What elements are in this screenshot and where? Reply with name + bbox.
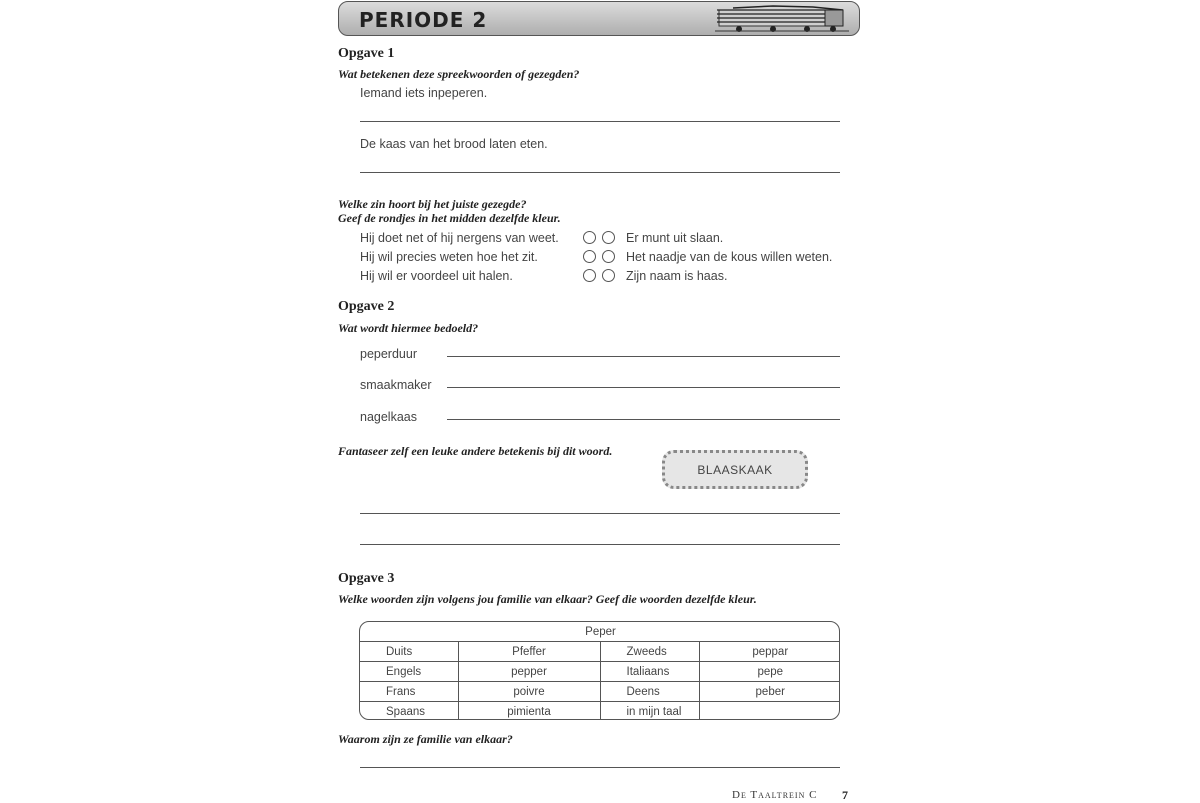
table-cell: Duits [360,642,458,662]
saying-2: De kaas van het brood laten eten. [360,137,548,151]
match-left-1: Hij doet net of hij nergens van weet. [360,231,559,245]
opgave1-instruction: Wat betekenen deze spreekwoorden of gezegden? [338,67,580,81]
answer-line[interactable] [447,356,840,357]
page-number: 7 [842,788,848,802]
match-circle[interactable] [602,269,615,282]
word-bubble: BLAASKAAK [662,450,808,489]
match-circle[interactable] [583,250,596,263]
match-circle[interactable] [583,269,596,282]
match-right-2: Het naadje van de kous willen weten. [626,250,833,264]
opgave3-question: Waarom zijn ze familie van elkaar? [338,732,513,746]
table-row [360,682,840,702]
table-cell: Engels [360,662,458,682]
opgave3-title: Opgave 3 [338,571,395,586]
word-1: peperduur [360,347,417,361]
table-cell: peppar [699,642,840,662]
answer-line[interactable] [447,419,840,420]
language-table [359,621,840,720]
answer-line[interactable] [360,544,840,545]
table-row [360,662,840,682]
match-left-3: Hij wil er voordeel uit halen. [360,269,513,283]
table-cell: pepper [458,662,600,682]
own-language-answer-cell[interactable] [699,702,840,721]
book-title: De Taaltrein C [732,789,818,801]
table-cell: in mijn taal [600,702,699,721]
match-circle[interactable] [602,231,615,244]
table-cell: pepe [699,662,840,682]
match-right-3: Zijn naam is haas. [626,269,728,283]
saying-1: Iemand iets inpeperen. [360,86,488,100]
word-3: nagelkaas [360,410,417,424]
table-header: Peper [360,622,840,642]
table-cell: Zweeds [600,642,699,662]
period-title: PERIODE 2 [359,8,488,32]
table-cell: Deens [600,682,699,702]
word-2: smaakmaker [360,378,432,392]
fantasy-instruction: Fantaseer zelf een leuke andere betekenis bij dit woord. [338,444,613,458]
table-cell: Spaans [360,702,458,721]
table-cell: peber [699,682,840,702]
table-row [360,702,840,721]
table-cell: Pfeffer [458,642,600,662]
match-instruction-2: Geef de rondjes in het midden dezelfde kleur. [338,211,561,225]
table-cell: pimienta [458,702,600,721]
opgave2-title: Opgave 2 [338,299,395,314]
opgave3-instruction: Welke woorden zijn volgens jou familie van elkaar? Geef die woorden dezelfde kleur. [338,592,757,606]
period-banner [338,1,860,36]
answer-line[interactable] [360,513,840,514]
answer-line[interactable] [360,121,840,122]
answer-line[interactable] [360,767,840,768]
table-cell: poivre [458,682,600,702]
answer-line[interactable] [360,172,840,173]
match-circle[interactable] [602,250,615,263]
answer-line[interactable] [447,387,840,388]
table-row [360,642,840,662]
table-cell: Frans [360,682,458,702]
opgave2-instruction: Wat wordt hiermee bedoeld? [338,321,479,335]
opgave1-title: Opgave 1 [338,46,395,61]
match-right-1: Er munt uit slaan. [626,231,724,245]
match-circle[interactable] [583,231,596,244]
match-left-2: Hij wil precies weten hoe het zit. [360,250,538,264]
match-instruction-1: Welke zin hoort bij het juiste gezegde? [338,197,527,211]
table-cell: Italiaans [600,662,699,682]
train-illustration [713,4,853,34]
